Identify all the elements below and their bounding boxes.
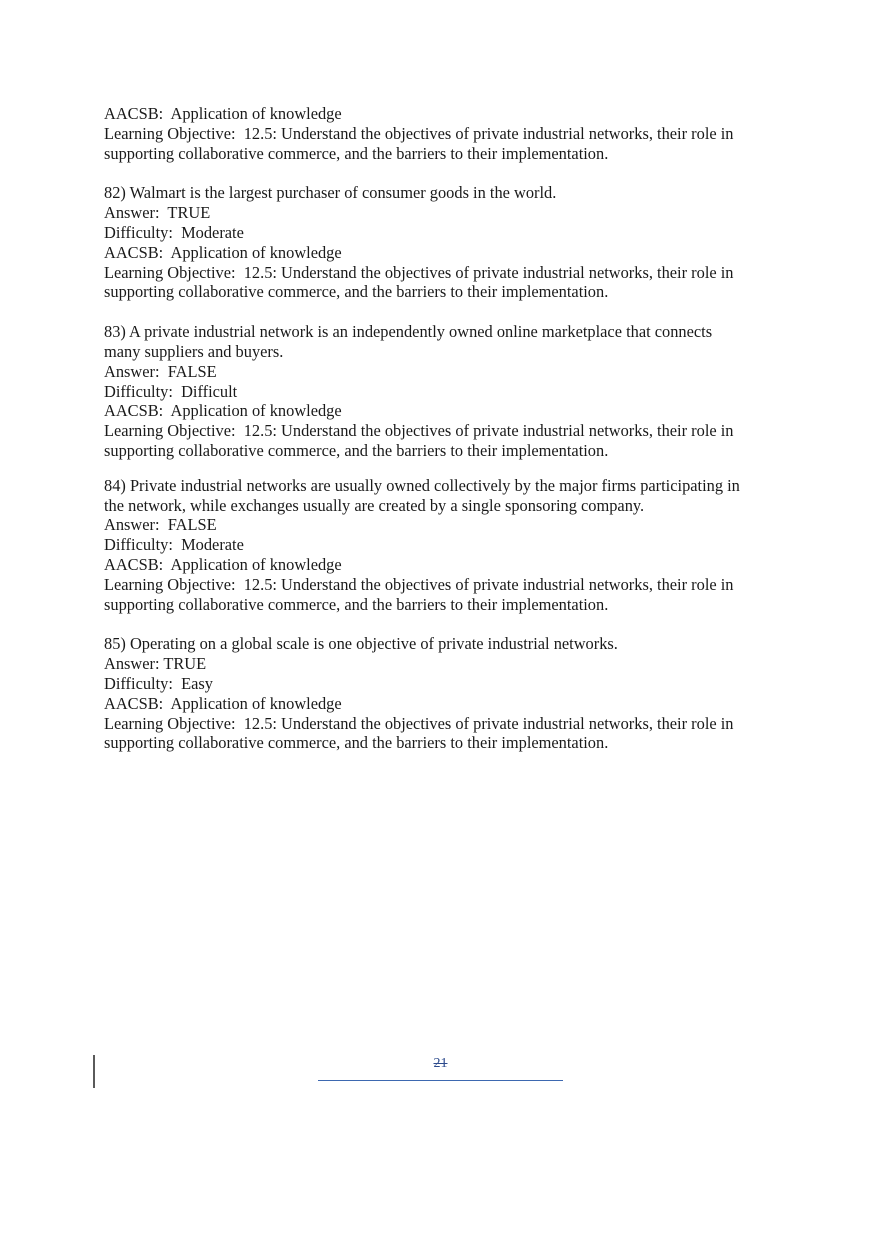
aacsb-line: AACSB: Application of knowledge bbox=[104, 554, 342, 574]
learning-objective-line: Learning Objective: 12.5: Understand the objectives of private industrial networks, their role in bbox=[104, 123, 734, 143]
difficulty-line: Difficulty: Moderate bbox=[104, 222, 244, 242]
learning-objective-line: Learning Objective: 12.5: Understand the objectives of private industrial networks, their role in bbox=[104, 262, 734, 282]
spacer bbox=[104, 302, 794, 322]
question-text: 85) Operating on a global scale is one objective of private industrial networks. bbox=[104, 634, 618, 654]
difficulty-line: Difficulty: Moderate bbox=[104, 535, 244, 555]
learning-objective-line-continued: supporting collaborative commerce, and the barriers to their implementation. bbox=[104, 440, 609, 460]
revision-change-bar bbox=[93, 1055, 95, 1088]
page-number: 21 bbox=[433, 1056, 448, 1071]
document-body bbox=[104, 104, 794, 753]
learning-objective-line-continued: supporting collaborative commerce, and the barriers to their implementation. bbox=[104, 594, 609, 614]
learning-objective-line: Learning Objective: 12.5: Understand the objectives of private industrial networks, their role in bbox=[104, 574, 734, 594]
learning-objective-line-continued: supporting collaborative commerce, and the barriers to their implementation. bbox=[104, 282, 609, 302]
spacer bbox=[104, 163, 794, 183]
question-83 bbox=[104, 322, 794, 461]
learning-objective-line: Learning Objective: 12.5: Understand the objectives of private industrial networks, their role in bbox=[104, 713, 734, 733]
question-text-continued: the network, while exchanges usually are created by a single sponsoring company. bbox=[104, 495, 645, 515]
spacer bbox=[104, 614, 794, 634]
intro-block bbox=[104, 104, 794, 163]
answer-line: Answer: FALSE bbox=[104, 515, 217, 535]
aacsb-line: AACSB: Application of knowledge bbox=[104, 242, 342, 262]
aacsb-line: AACSB: Application of knowledge bbox=[104, 693, 342, 713]
question-text: 82) Walmart is the largest purchaser of consumer goods in the world. bbox=[104, 183, 557, 203]
learning-objective-line: Learning Objective: 12.5: Understand the objectives of private industrial networks, their role in bbox=[104, 421, 734, 441]
question-text: 83) A private industrial network is an independently owned online marketplace that connects bbox=[104, 322, 713, 342]
answer-line: Answer: TRUE bbox=[104, 654, 207, 674]
learning-objective-line-continued: supporting collaborative commerce, and the barriers to their implementation. bbox=[104, 143, 609, 163]
aacsb-line: AACSB: Application of knowledge bbox=[104, 104, 342, 123]
spacer bbox=[104, 461, 794, 476]
footer-divider bbox=[318, 1080, 563, 1081]
question-82 bbox=[104, 183, 794, 302]
question-text-continued: many suppliers and buyers. bbox=[104, 341, 284, 361]
aacsb-line: AACSB: Application of knowledge bbox=[104, 401, 342, 421]
question-text: 84) Private industrial networks are usually owned collectively by the major firms participating in bbox=[104, 475, 740, 495]
answer-line: Answer: TRUE bbox=[104, 203, 211, 223]
difficulty-line: Difficulty: Easy bbox=[104, 673, 213, 693]
answer-line: Answer: FALSE bbox=[104, 361, 217, 381]
difficulty-line: Difficulty: Difficult bbox=[104, 381, 238, 401]
question-84 bbox=[104, 476, 794, 615]
learning-objective-line-continued: supporting collaborative commerce, and the barriers to their implementation. bbox=[104, 733, 609, 753]
question-85 bbox=[104, 634, 794, 753]
